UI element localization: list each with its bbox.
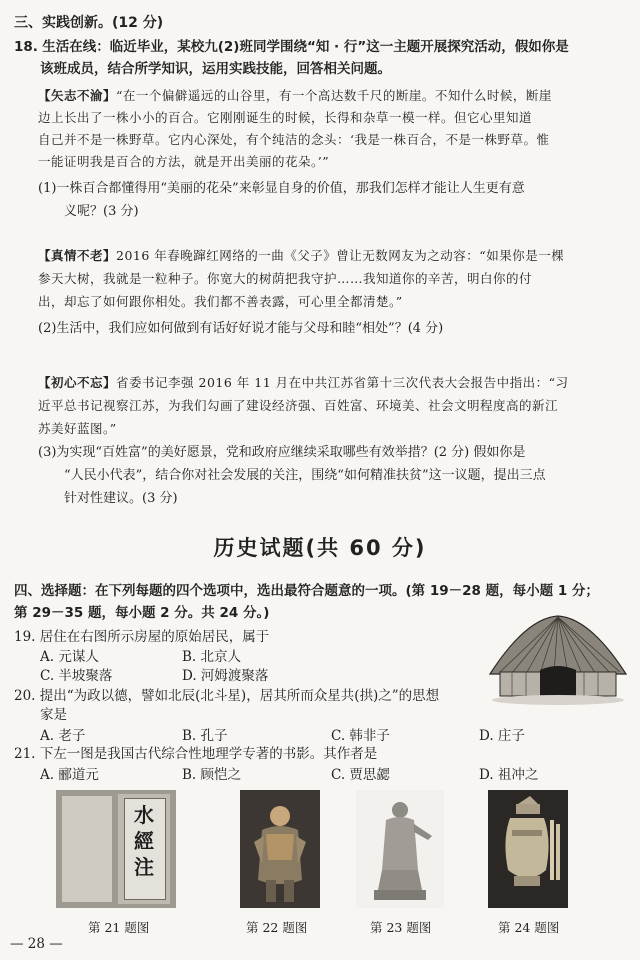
q20-option-b: B. 孔子 xyxy=(182,728,228,744)
q20-stem-line-1: 20. 提出“为政以德，譬如北辰(北斗星)，居其所而众星共(拱)之”的思想 xyxy=(14,688,440,704)
q20-option-c: C. 韩非子 xyxy=(331,728,390,744)
q18-sub3-line-3: 针对性建议。(3 分) xyxy=(64,491,178,506)
page-number: — 28 — xyxy=(10,936,63,952)
figure-24-vessel-image xyxy=(488,790,568,908)
figure-22-caption: 第 22 题图 xyxy=(246,920,308,935)
q20-stem-line-2: 家是 xyxy=(40,707,67,723)
part2-line-2: 参天大树，我就是一粒种子。你宽大的树荫把我守护……我知道你的辛苦，明白你的付 xyxy=(38,271,533,286)
q18-sub3-line-1: (3)为实现“百姓富”的美好愿景，党和政府应继续采取哪些有效举措？(2 分) 假如你是 xyxy=(38,445,526,460)
q19-option-d: D. 河姆渡聚落 xyxy=(182,668,269,684)
q21-option-d: D. 祖冲之 xyxy=(479,767,539,783)
figure-22-portrait-image xyxy=(240,790,320,908)
part1-label: 【矢志不渝】 xyxy=(38,88,117,103)
part3-line-3: 苏美好蓝图。” xyxy=(38,421,117,436)
q19-option-c: C. 半坡聚落 xyxy=(40,668,113,684)
history-title: 历史试题(共 60 分) xyxy=(213,536,427,560)
section-3-heading: 三、实践创新。(12 分) xyxy=(14,15,164,31)
section-4-heading-line-2: 第 29－35 题，每小题 2 分。共 24 分。) xyxy=(14,605,270,621)
q21-option-c: C. 贾思勰 xyxy=(331,767,390,783)
q18-sub3-line-2: “人民小代表”，结合你对社会发展的关注，围绕“如何精准扶贫”这一议题，提出三点 xyxy=(64,468,546,483)
q21-option-b: B. 顾恺之 xyxy=(182,767,242,783)
book-cover-title: 水經注 xyxy=(134,803,154,879)
q19-option-a: A. 元谋人 xyxy=(40,649,99,665)
q21-stem: 21. 下左一图是我国古代综合性地理学专著的书影。其作者是 xyxy=(14,746,378,762)
q18-sub2: (2)生活中，我们应如何做到有话好好说才能与父母和睦“相处”？(4 分) xyxy=(38,321,444,336)
thatched-hut-image xyxy=(486,612,630,706)
q19-option-b: B. 北京人 xyxy=(182,649,242,665)
q20-option-d: D. 庄子 xyxy=(479,728,525,744)
q19-stem: 19. 居住在右图所示房屋的原始居民，属于 xyxy=(14,629,270,645)
part3-label: 【初心不忘】 xyxy=(38,375,117,390)
figure-23-statue-image xyxy=(356,790,444,908)
q18-sub1-line-1: (1)一株百合都懂得用“美丽的花朵”来彰显自身的价值，那我们怎样才能让人生更有意 xyxy=(38,181,525,196)
part1-line-3: 自己并不是一株野草。它内心深处，有个纯洁的念头：‘我是一株百合，不是一株野草。惟 xyxy=(38,132,550,147)
q18-number: 18. xyxy=(14,39,38,55)
part1-line-4: 一能证明我是百合的方法，就是开出美丽的花朵。’” xyxy=(38,154,330,169)
figure-23-caption: 第 23 题图 xyxy=(370,920,432,935)
part1-line-2: 边上长出了一株小小的百合。它刚刚诞生的时候，长得和杂草一模一样。但它心里知道 xyxy=(38,110,533,125)
part3-line-2: 近平总书记视察江苏，为我们勾画了建设经济强、百姓富、环境美、社会文明程度高的新江 xyxy=(38,398,559,413)
q18-intro-line-2: 该班成员，结合所学知识，运用实践技能，回答相关问题。 xyxy=(40,61,391,77)
part2-label: 【真情不老】 xyxy=(38,248,117,263)
q18-intro-line-1: 18. 生活在线：临近毕业，某校九(2)班同学围绕“知 · 行”这一主题开展探究活动，假如你是 xyxy=(14,39,569,55)
q21-option-a: A. 郦道元 xyxy=(40,767,99,783)
figure-21-caption: 第 21 题图 xyxy=(88,920,150,935)
part2-line-3: 出，却忘了如何跟你相处。我们都不善表露，可心里全都清楚。” xyxy=(38,294,403,309)
q18-sub1-line-2: 义呢？(3 分) xyxy=(64,204,139,219)
figure-24-caption: 第 24 题图 xyxy=(498,920,560,935)
section-4-heading-line-1: 四、选择题：在下列每题的四个选项中，选出最符合题意的一项。(第 19－28 题，每小题 1 分； xyxy=(14,583,599,599)
figure-21-book-image xyxy=(56,790,176,908)
part3-line-1: 【初心不忘】省委书记李强 2016 年 11 月在中共江苏省第十三次代表大会报告中指出：“习 xyxy=(38,375,569,390)
part1-line-1: 【矢志不渝】“在一个偏僻遥远的山谷里，有一个高达数千尺的断崖。不知什么时候，断崖 xyxy=(38,88,552,103)
q20-option-a: A. 老子 xyxy=(40,728,86,744)
part2-line-1: 【真情不老】2016 年春晚蹿红网络的一曲《父子》曾让无数网友为之动容：“如果你是一棵 xyxy=(38,248,565,263)
